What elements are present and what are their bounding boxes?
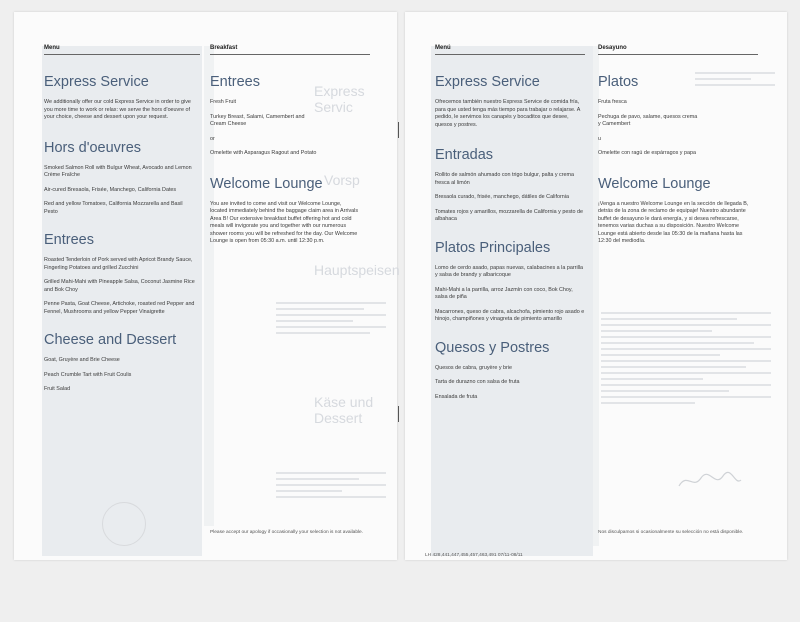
section-title: Entrees [44,232,94,248]
menu-item: Ofrecemos también nuestro Express Service de comida fría, para que usted tenga más tiempo para trabajar o relajarse. A pedido, le servimos los canapés y bocaditos que desee, quesos y postres. [435,99,581,128]
menu-section [598,74,750,158]
menu-section [435,74,585,129]
left-page [14,12,400,560]
menu-section [44,140,196,217]
menu-item: Tomates rojos y amarillos, mozzarella de California y pesto de albahaca [435,208,584,222]
section-title: Platos [598,74,639,90]
section-title: Quesos y Postres [435,339,550,356]
column-header: Breakfast [210,45,238,51]
menu-item: Quesos de cabra, gruyère y brie [435,364,513,371]
section-title: Hors d'oeuvres [44,139,142,156]
column-header: Menu [44,45,60,51]
menu-item: Pechuga de pavo, salame, quesos crema y Camembert [598,113,698,127]
header-rule [598,54,758,55]
menu-item: Fruta fresca [598,99,627,105]
menu-item: Ensalada de fruta [435,393,478,400]
section-title: Express Service [44,74,149,90]
menu-item: Penne Pasta, Goat Cheese, Artichoke, roasted red Pepper and Fennel, Mushrooms and yellow Pepper Vinaigrette [44,301,195,315]
menu-section [435,147,585,224]
section-title: Express Service [435,74,540,90]
fold-mark [398,406,399,422]
bleed-through-text: Käse und Dessert [314,394,374,426]
column-header: Desayuno [598,45,627,51]
menu-item: Roasted Tenderloin of Pork served with Apricot Brandy Sauce, Fingerling Potatoes and grilled Zucchini [44,257,193,271]
menu-item: Omelette con ragú de espárragos y papa [598,150,696,156]
menu-item: Turkey Breast, Salami, Camembert and Cream Cheese [210,113,305,127]
menu-item: Tarta de durazno con salsa de fruta [435,379,520,385]
menu-item: Mahi-Mahi a la parrilla, arroz Jazmín con coco, Bok Choy, salsa de piña [435,286,573,300]
menu-item: Air-cured Bresaola, Frisée, Manchego, California Dates [44,186,177,193]
menu-section [210,74,360,158]
menu-item: Omelette with Asparagus Ragout and Potato [210,150,317,156]
print-code: LH 428,441,447,455,457,463,491 07/11-08/11 [425,553,523,558]
menu-section [598,176,750,246]
menu-item: Red and yellow Tomatoes, California Mozzarella and Basil Pesto [44,201,183,215]
section-title: Entradas [435,147,494,163]
section-title: Platos Principales [435,239,551,256]
menu-item: Fresh Fruit [210,99,237,105]
left-col1 [44,74,196,622]
menu-item: ¡Venga a nuestro Welcome Lounge en la sección de llegada B, detrás de la zona de reclamo de equipaje! Nuestro abundante buffet de desayuno le dará energía, y si desea refrescarse, tenemos varias duchas a su disposición. Nuestro Welcome Lounge está abierto desde las 05:30 de la mañana hasta las 12:30 del mediodía. [598,200,749,244]
bleed-through-text: Express Servic [314,83,365,115]
section-title: Entrees [210,74,260,90]
left-col2 [210,74,360,622]
menu-item: Goat, Gruyère and Brie Cheese [44,357,120,363]
menu-section [44,74,196,122]
footer-note: Nos disculpamos si ocasionalmente su selección no está disponible. [598,530,744,535]
menu-section [435,340,585,402]
footer-note: Please accept our apology if occasionally your selection is not available. [210,530,364,535]
menu-item: Macarrones, queso de cabra, alcachofa, pimiento rojo asado e hinojo, champiñones y vinagreta de pimiento amarillo [435,308,585,322]
menu-item: or [210,135,215,142]
menu-item: Peach Crumble Tart with Fruit Coulis [44,371,132,378]
right-col2 [598,74,750,622]
menu-section [44,332,196,394]
menu-section [210,176,360,246]
fold-mark [398,122,399,138]
column-header: Menú [435,45,451,51]
menu-item: Fruit Salad [44,386,71,392]
menu-item: Rollito de salmón ahumado con trigo bulgur, palta y crema fresca al limón [435,172,575,186]
header-rule [44,54,200,55]
menu-item: You are invited to come and visit our Welcome Lounge, located immediately behind the baggage claim area in Arrivals Area B! Our extensive breakfast buffet offering hot and cold meals will invigorate you and together with our numerous shower rooms you will be refreshed for the day. Our Welcome Lounge is open from 05:30 a.m. until 12:30 p.m. [210,200,359,244]
section-title: Welcome Lounge [598,175,711,192]
header-rule [210,54,370,55]
menu-section [44,232,196,316]
menu-section [435,240,585,324]
bleed-through-text: Vorsp [324,172,360,188]
bleed-through-text: Hauptspeisen [314,262,400,278]
section-title: Welcome Lounge [210,175,323,192]
right-col1 [435,74,585,622]
menu-item: We additionally offer our cold Express Service in order to give you more time to work or relax: we serve the hors d'oeuvre of your choice, cheese and dessert upon your request. [44,99,191,120]
section-title: Cheese and Dessert [44,332,177,348]
menu-item: Grilled Mahi-Mahi with Pineapple Salsa, Coconut Jasmine Rice and Bok Choy [44,279,195,293]
menu-item: Bresaola curado, frisée, manchego, dátiles de California [435,194,569,200]
header-rule [435,54,585,55]
menu-item: u [598,135,601,142]
menu-item: Smoked Salmon Roll with Bulgur Wheat, Avocado and Lemon Crème Fraîche [44,164,192,178]
menu-item: Lomo de cerdo asado, papas nuevas, calabacines a la parrilla y salsa de brandy y albaricoque [435,264,584,278]
right-page [405,12,787,560]
